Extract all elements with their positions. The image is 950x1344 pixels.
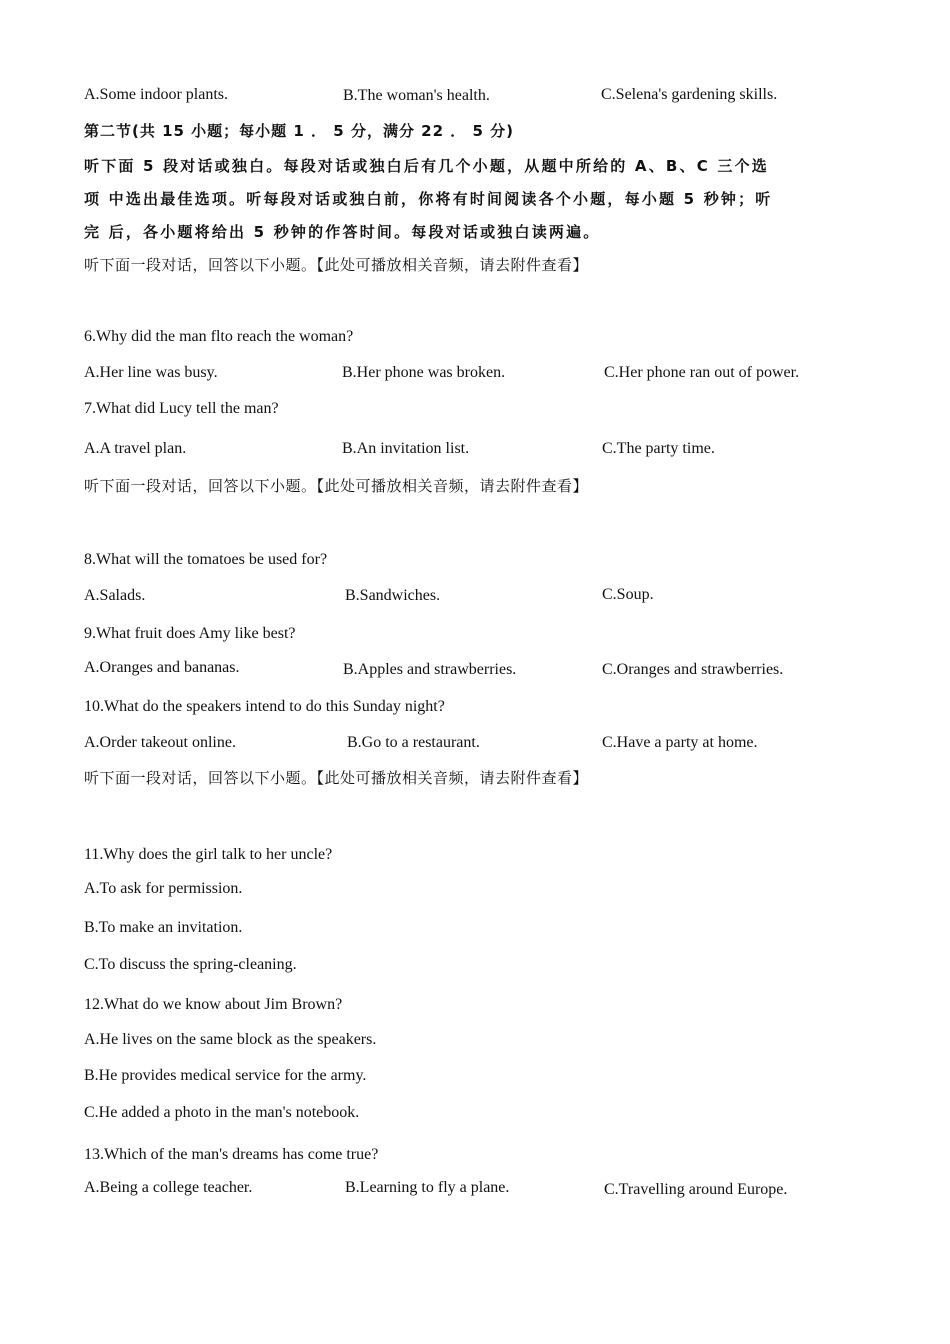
question-6-option-b: B.Her phone was broken. xyxy=(342,364,506,381)
question-8-option-b: B.Sandwiches. xyxy=(345,587,441,604)
question-7-option-a: A.A travel plan. xyxy=(84,440,187,457)
question-12-stem: 12.What do we know about Jim Brown? xyxy=(84,996,343,1013)
question-13-option-c: C.Travelling around Europe. xyxy=(604,1181,788,1198)
audio-note: 听下面一段对话，回答以下小题。【此处可播放相关音频，请去附件查看】 xyxy=(84,256,589,274)
audio-note: 听下面一段对话，回答以下小题。【此处可播放相关音频，请去附件查看】 xyxy=(84,477,589,495)
question-6-option-a: A.Her line was busy. xyxy=(84,364,218,381)
question-7-option-c: C.The party time. xyxy=(602,440,715,457)
section-instructions-line-3: 完 后，各小题将给出 5 秒钟的作答时间。每段对话或独白读两遍。 xyxy=(84,223,601,241)
question-11-option-c: C.To discuss the spring-cleaning. xyxy=(84,956,297,973)
question-8-option-c: C.Soup. xyxy=(602,586,654,603)
question-11-option-a: A.To ask for permission. xyxy=(84,880,243,897)
question-7-stem: 7.What did Lucy tell the man? xyxy=(84,400,279,417)
question-13-stem: 13.Which of the man's dreams has come true? xyxy=(84,1146,379,1163)
question-10-stem: 10.What do the speakers intend to do this Sunday night? xyxy=(84,698,445,715)
question-8-stem: 8.What will the tomatoes be used for? xyxy=(84,551,328,568)
question-10-option-a: A.Order takeout online. xyxy=(84,734,236,751)
question-12-option-b: B.He provides medical service for the army. xyxy=(84,1067,367,1084)
question-12-option-c: C.He added a photo in the man's notebook. xyxy=(84,1104,360,1121)
section-title: 第二节(共 15 小题；每小题 1 ． 5 分，满分 22 ． 5 分) xyxy=(84,122,514,140)
section-instructions-line-2: 项 中选出最佳选项。听每段对话或独白前，你将有时间阅读各个小题，每小题 5 秒钟；听 xyxy=(84,190,773,208)
question-11-stem: 11.Why does the girl talk to her uncle? xyxy=(84,846,333,863)
question-6-stem: 6.Why did the man flto reach the woman? xyxy=(84,328,354,345)
question-13-option-b: B.Learning to fly a plane. xyxy=(345,1179,510,1196)
question-12-option-a: A.He lives on the same block as the speakers. xyxy=(84,1031,377,1048)
question-10-option-c: C.Have a party at home. xyxy=(602,734,758,751)
question-9-stem: 9.What fruit does Amy like best? xyxy=(84,625,296,642)
q5-option-b: B.The woman's health. xyxy=(343,87,490,104)
question-7-option-b: B.An invitation list. xyxy=(342,440,470,457)
q5-option-c: C.Selena's gardening skills. xyxy=(601,86,778,103)
section-instructions-line-1: 听下面 5 段对话或独白。每段对话或独白后有几个小题，从题中所给的 A、B、C 三个选 xyxy=(84,157,769,175)
question-6-option-c: C.Her phone ran out of power. xyxy=(604,364,800,381)
question-13-option-a: A.Being a college teacher. xyxy=(84,1179,253,1196)
question-9-option-b: B.Apples and strawberries. xyxy=(343,661,517,678)
question-8-option-a: A.Salads. xyxy=(84,587,146,604)
question-10-option-b: B.Go to a restaurant. xyxy=(347,734,480,751)
question-9-option-a: A.Oranges and bananas. xyxy=(84,659,240,676)
audio-note: 听下面一段对话，回答以下小题。【此处可播放相关音频，请去附件查看】 xyxy=(84,769,589,787)
q5-option-a: A.Some indoor plants. xyxy=(84,86,228,103)
question-11-option-b: B.To make an invitation. xyxy=(84,919,243,936)
question-9-option-c: C.Oranges and strawberries. xyxy=(602,661,784,678)
